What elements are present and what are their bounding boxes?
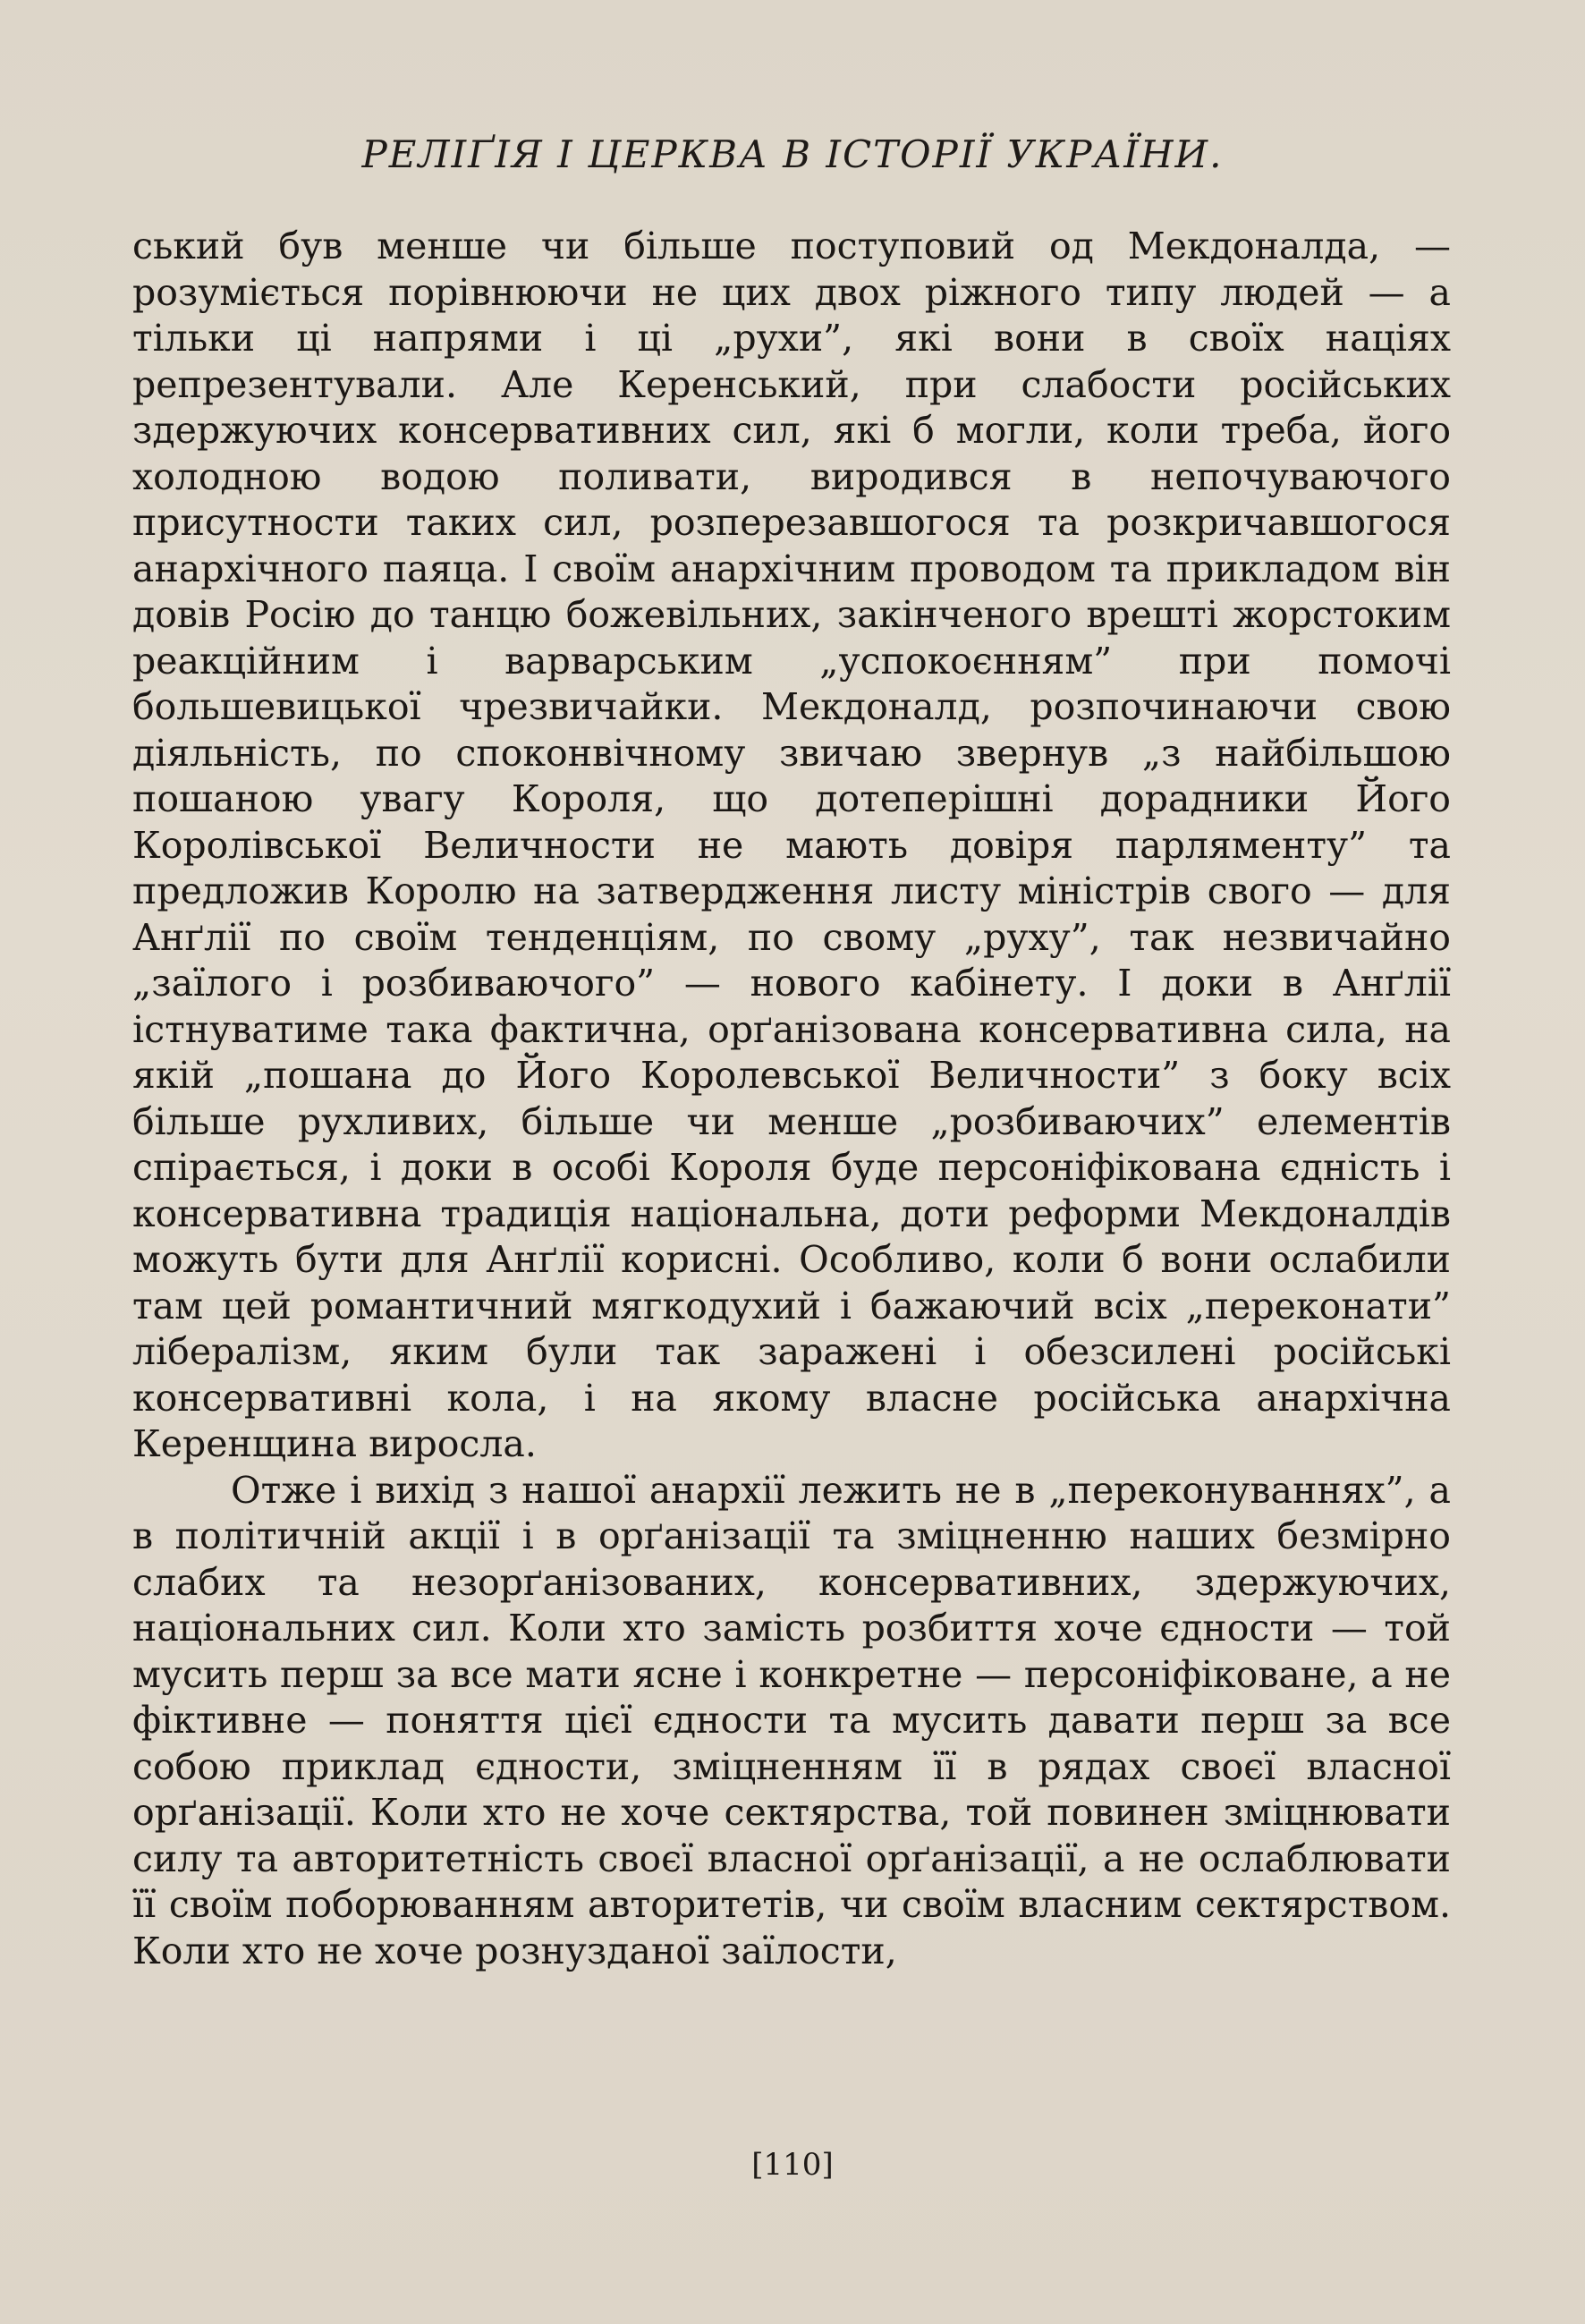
- running-head: РЕЛІҐІЯ І ЦЕРКВА В ІСТОРІЇ УКРАЇНИ.: [361, 132, 1224, 176]
- body-text: [132, 224, 1451, 1974]
- page-number: [110]: [751, 2147, 834, 2183]
- paragraph-1: ський був менше чи більше поступовий од Мекдоналда, — розуміється порівнюючи не цих двох ріжного типу людей — а тільки ці напрями і ці „рухи”, які вони в своїх націях репрезентували. Але Керенський, при слабости російських здержуючих консервативних сил, які б могли, коли треба, його холодною водою поливати, виродився в непочуваючого присутности таких сил, розперезавшогося та розкричавшогося анархічного паяца. І своїм анархічним проводом та прикладом він довів Росію до танцю божевільних, закінченого врешті жорстоким реакційним і варварським „успокоєнням” при помочі большевицької чрезвичайки. Мекдоналд, розпочинаючи свою діяльність, по споконвічному звичаю звернув „з найбільшою пошаною увагу Короля, що дотеперішні дорадники Його Королівської Величности не мають довіря парляменту” та предложив Королю на затвердження листу міністрів свого — для Анґлії по своїм тенденціям, по свому „руху”, так незвичайно „заїлого і розбиваючого” — нового кабінету. І доки в Анґлії істнуватиме така фактична, орґанізована консервативна сила, на якій „пошана до Його Королевської Величности” з боку всіх більше рухливих, більше чи менше „розбиваючих” елементів спірається, і доки в особі Короля буде персоніфікована єдність і консервативна традиція національна, доти реформи Мекдоналдів можуть бути для Анґлії корисні. Особливо, коли б вони ослабили там цей романтичний мягкодухий і бажаючий всіх „переконати” лібералізм, яким були так заражені і обезсилені російські консервативні кола, і на якому власне російська анархічна Керенщина виросла.: [132, 225, 1451, 1465]
- paragraph-2: Отже і вихід з нашої анархії лежить не в „переконуваннях”, а в політичній акції і в орґанізації та зміцненню наших безмірно слабих та незорґанізованих, консервативних, здержуючих, національних сил. Коли хто замість розбиття хоче єдности — той мусить перш за все мати ясне і конкретне — персоніфіковане, а не фіктивне — поняття цієї єдности та мусить давати перш за все собою приклад єдности, зміцненням її в рядах своєї власної орґанізації. Коли хто не хоче сектярства, той повинен зміцнювати силу та авторитетність своєї власної орґанізації, а не ослаблювати її своїм поборюванням авторитетів, чи своїм власним сектярством. Коли хто не хоче рознузданої заїлости,: [132, 1468, 1451, 1972]
